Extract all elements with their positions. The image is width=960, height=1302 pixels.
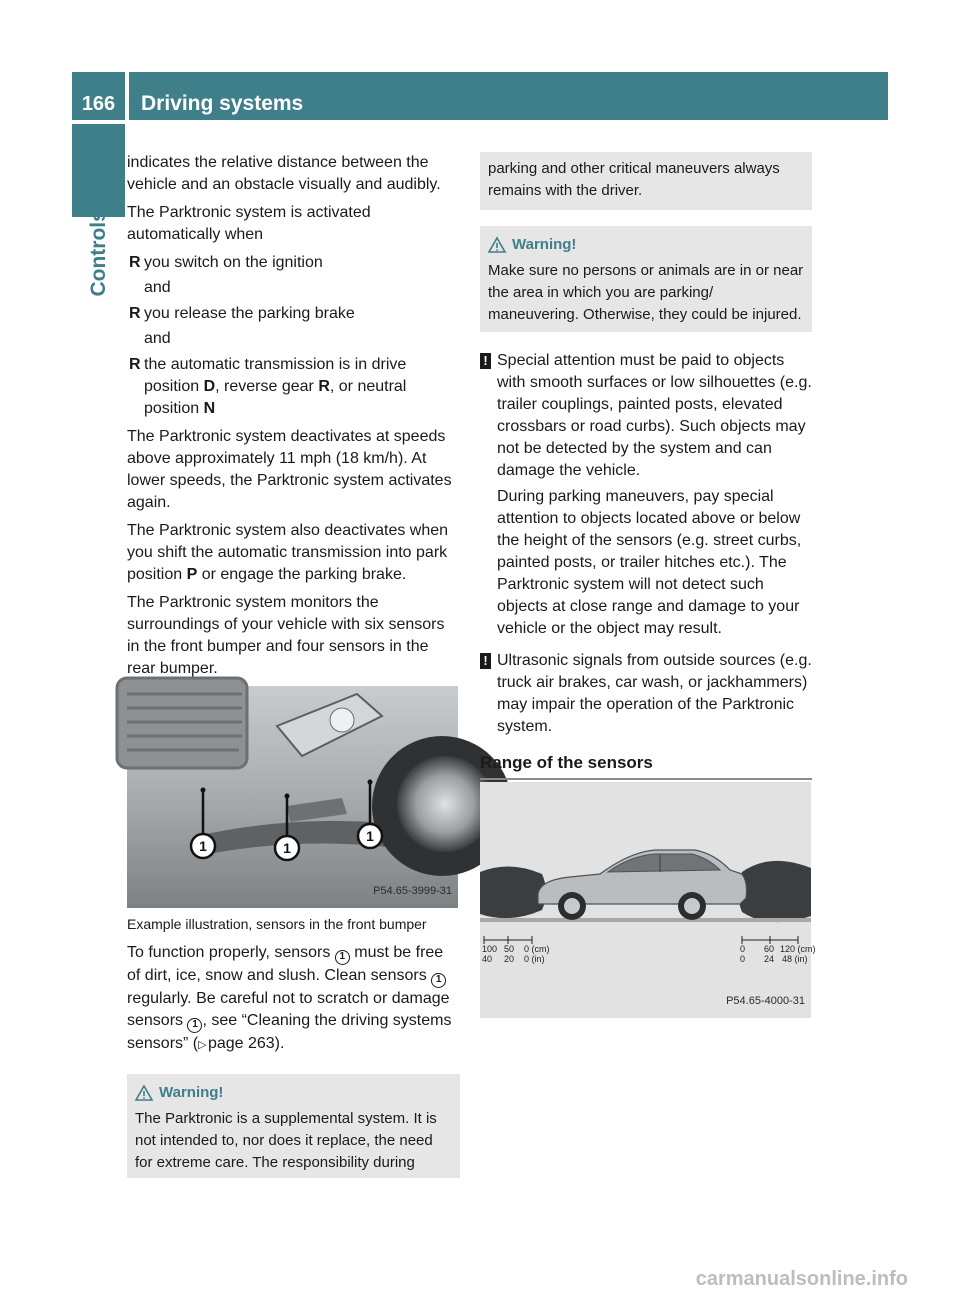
scale-label-left-in: 0 (in) — [524, 954, 545, 964]
callout-1: 1 — [283, 840, 291, 856]
callout-1: 1 — [366, 828, 374, 844]
callout-icon: 1 — [431, 973, 446, 988]
caution-icon: ! — [480, 353, 491, 369]
text-run: The Parktronic system also deactivates when you shift the automatic transmission into park position — [127, 522, 449, 583]
bullet-icon: R — [129, 356, 141, 373]
list-item-text: you release the parking brake — [144, 305, 355, 322]
text-run: To function properly, sensors — [127, 944, 335, 961]
warning-triangle-icon — [488, 237, 506, 253]
scale-label-right-in: 0 — [740, 954, 746, 964]
scale-label-left-cm: 100 — [482, 944, 498, 954]
scale-label-left-cm: 50 — [504, 944, 515, 954]
paragraph: indicates the relative distance between the vehicle and an obstacle visually and audibly. — [127, 154, 441, 193]
warning-text: The Parktronic is a supplemental system. It is not intended to, nor does it replace, the need for extreme care. The responsibility during — [135, 1110, 437, 1171]
side-label — [75, 125, 123, 455]
warning-header — [135, 1082, 452, 1104]
callout-icon: 1 — [187, 1018, 202, 1033]
caution-icon: ! — [480, 653, 491, 669]
scale-label-right-in: 48 (in) — [782, 954, 808, 964]
subsection-heading: Range of the sensors — [480, 752, 812, 780]
warning-text: Make sure no persons or animals are in or near the area in which you are parking/ maneuvering. Otherwise, they could be injured. — [488, 262, 804, 323]
text-run: must be free of dirt, ice, snow and slush. Clean sensors — [127, 944, 444, 984]
scale-label-right-cm: 0 — [740, 944, 746, 954]
warning-title: Warning! — [512, 236, 577, 253]
list-item-text: , or neutral position — [144, 378, 407, 417]
warning-box — [480, 226, 812, 332]
bullet-icon: R — [129, 254, 141, 271]
sensor-range-illustration — [480, 782, 816, 1018]
text-run: , see “Cleaning the driving systems sensors” ( — [127, 1012, 452, 1052]
gear-letter: R — [318, 378, 330, 395]
callout-icon: 1 — [335, 950, 350, 965]
paragraph: The Parktronic system is activated automatically when — [127, 204, 371, 243]
left-column — [127, 152, 460, 686]
figure-caption: Example illustration, sensors in the front bumper — [127, 916, 427, 932]
front-bumper-illustration — [127, 686, 458, 908]
callout-1: 1 — [199, 838, 207, 854]
paragraph — [127, 520, 460, 586]
paragraph — [127, 942, 460, 1056]
scale-label-left-in: 40 — [482, 954, 493, 964]
scale-label-right-cm: 120 (cm) — [780, 944, 816, 954]
sensor-range-figure — [480, 782, 816, 1018]
caution-text: Special attention must be paid to objects with smooth surfaces or low silhouettes (e.g. trailer couplings, painted posts, elevated crossbars or road curbs). Such objects may not be detected by the system and can damage the vehicle. — [497, 352, 812, 479]
scale-label-right-in: 24 — [764, 954, 775, 964]
right-column — [480, 152, 812, 796]
gear-letter: P — [186, 566, 198, 583]
left-column-lower — [127, 914, 460, 1178]
gear-letter: N — [203, 400, 216, 417]
watermark: carmanualsonline.info — [695, 1268, 908, 1290]
warning-title: Warning! — [159, 1084, 224, 1101]
page-ref-arrow-icon: ▷ — [198, 1039, 207, 1051]
list-item-sub: and — [144, 279, 171, 296]
bullet-icon: R — [129, 305, 141, 322]
warning-triangle-icon — [135, 1085, 153, 1101]
caution-text: Ultrasonic signals from outside sources (e.g. truck air brakes, car wash, or jackhammers) may impair the operation of the Parktronic system. — [497, 652, 812, 735]
caution-text: During parking maneuvers, pay special attention to objects located above or below the height of the sensors (e.g. street curbs, painted posts, or trailer hitches etc.). The Parktronic system will not detect such objects at close range and damage to your vehicle or the object may result. — [497, 488, 802, 637]
text-run: or engage the parking brake. — [197, 566, 407, 583]
list-item — [127, 303, 460, 350]
list-item-text: the automatic transmission is in drive position — [144, 356, 407, 395]
warning-box-continued — [480, 152, 812, 210]
list-item-sub: and — [144, 330, 171, 347]
scale-label-left-in: 20 — [504, 954, 515, 964]
caution-note — [480, 350, 812, 640]
page-number: 166 — [72, 72, 125, 120]
page-reference-link[interactable]: page 263). — [207, 1035, 285, 1052]
paragraph: The Parktronic system deactivates at speeds above approximately 11 mph (18 km/h). At lower speeds, the Parktronic system activates again. — [127, 428, 452, 511]
list-item-text: , reverse gear — [215, 378, 319, 395]
gear-letter: D — [203, 378, 216, 395]
text-run: regularly. Be careful not to scratch or damage sensors — [127, 990, 450, 1029]
section-title: Driving systems — [129, 72, 888, 120]
paragraph: The Parktronic system monitors the surroundings of your vehicle with six sensors in the front bumper and four sensors in the rear bumper. — [127, 594, 445, 677]
front-bumper-figure — [127, 686, 458, 908]
scale-label-left-cm: 0 (cm) — [524, 944, 550, 954]
list-item — [127, 354, 460, 420]
warning-box — [127, 1074, 460, 1178]
warning-text: parking and other critical maneuvers always remains with the driver. — [488, 160, 780, 199]
figure-code: P54.65-3999-31 — [373, 885, 452, 897]
figure-code: P54.65-4000-31 — [726, 995, 805, 1007]
list-item-text: you switch on the ignition — [144, 254, 323, 271]
warning-header — [488, 234, 804, 256]
side-label-text: Controls in detail — [87, 125, 110, 297]
caution-note — [480, 650, 812, 738]
list-item — [127, 252, 460, 299]
scale-label-right-cm: 60 — [764, 944, 775, 954]
